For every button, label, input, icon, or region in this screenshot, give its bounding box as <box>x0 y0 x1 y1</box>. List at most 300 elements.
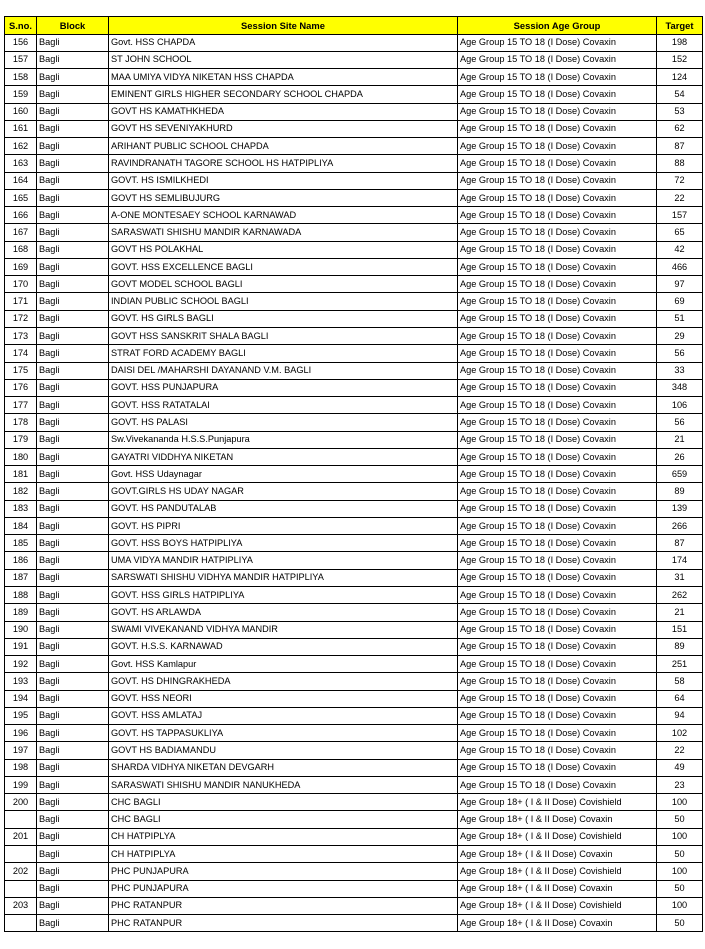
table-row <box>5 517 703 534</box>
cell-target: 50 <box>657 811 703 828</box>
cell-block: Bagli <box>37 621 109 638</box>
table-row <box>5 310 703 327</box>
table-row <box>5 431 703 448</box>
cell-block: Bagli <box>37 414 109 431</box>
cell-sno: 183 <box>5 500 37 517</box>
cell-session-site: PHC RATANPUR <box>109 915 458 932</box>
cell-sno: 177 <box>5 397 37 414</box>
cell-sno: 180 <box>5 448 37 465</box>
table-row <box>5 673 703 690</box>
cell-block: Bagli <box>37 431 109 448</box>
cell-sno: 160 <box>5 103 37 120</box>
cell-sno: 190 <box>5 621 37 638</box>
cell-block: Bagli <box>37 466 109 483</box>
cell-target: 87 <box>657 138 703 155</box>
cell-session-site: CH HATPIPLYA <box>109 845 458 862</box>
cell-block: Bagli <box>37 276 109 293</box>
cell-age-group: Age Group 15 TO 18 (I Dose) Covaxin <box>458 587 657 604</box>
cell-target: 266 <box>657 517 703 534</box>
table-row <box>5 500 703 517</box>
cell-age-group: Age Group 15 TO 18 (I Dose) Covaxin <box>458 34 657 51</box>
cell-sno: 168 <box>5 241 37 258</box>
cell-age-group: Age Group 15 TO 18 (I Dose) Covaxin <box>458 552 657 569</box>
table-row <box>5 569 703 586</box>
table-row <box>5 604 703 621</box>
table-row <box>5 224 703 241</box>
cell-block: Bagli <box>37 103 109 120</box>
cell-session-site: GAYATRI VIDDHYA NIKETAN <box>109 448 458 465</box>
table-row <box>5 345 703 362</box>
cell-session-site: CH HATPIPLYA <box>109 828 458 845</box>
table-row <box>5 414 703 431</box>
cell-session-site: GOVT HSS SANSKRIT SHALA BAGLI <box>109 328 458 345</box>
cell-block: Bagli <box>37 34 109 51</box>
table-row <box>5 845 703 862</box>
cell-session-site: ST JOHN SCHOOL <box>109 51 458 68</box>
cell-sno: 164 <box>5 172 37 189</box>
cell-session-site: GOVT. HS GIRLS BAGLI <box>109 310 458 327</box>
table-row <box>5 656 703 673</box>
cell-session-site: GOVT. HS PALASI <box>109 414 458 431</box>
cell-target: 53 <box>657 103 703 120</box>
cell-session-site: GOVT. HS PANDUTALAB <box>109 500 458 517</box>
cell-target: 50 <box>657 915 703 932</box>
table-row <box>5 483 703 500</box>
cell-block: Bagli <box>37 517 109 534</box>
table-row <box>5 51 703 68</box>
cell-session-site: PHC PUNJAPURA <box>109 863 458 880</box>
cell-age-group: Age Group 15 TO 18 (I Dose) Covaxin <box>458 604 657 621</box>
cell-session-site: GOVT. HSS GIRLS HATPIPLIYA <box>109 587 458 604</box>
cell-session-site: GOVT HS KAMATHKHEDA <box>109 103 458 120</box>
cell-sno: 176 <box>5 379 37 396</box>
cell-target: 102 <box>657 725 703 742</box>
cell-age-group: Age Group 15 TO 18 (I Dose) Covaxin <box>458 69 657 86</box>
cell-age-group: Age Group 18+ ( I & II Dose) Covaxin <box>458 880 657 897</box>
cell-session-site: GOVT. HSS NEORI <box>109 690 458 707</box>
cell-block: Bagli <box>37 794 109 811</box>
table-row <box>5 155 703 172</box>
cell-age-group: Age Group 15 TO 18 (I Dose) Covaxin <box>458 241 657 258</box>
cell-target: 89 <box>657 483 703 500</box>
table-row <box>5 293 703 310</box>
cell-age-group: Age Group 15 TO 18 (I Dose) Covaxin <box>458 397 657 414</box>
cell-target: 100 <box>657 828 703 845</box>
cell-block: Bagli <box>37 845 109 862</box>
cell-block: Bagli <box>37 345 109 362</box>
table-row <box>5 258 703 275</box>
cell-session-site: GOVT. HSS PUNJAPURA <box>109 379 458 396</box>
cell-sno: 193 <box>5 673 37 690</box>
cell-target: 49 <box>657 759 703 776</box>
table-row <box>5 776 703 793</box>
cell-target: 26 <box>657 448 703 465</box>
table-row <box>5 742 703 759</box>
cell-session-site: INDIAN PUBLIC SCHOOL BAGLI <box>109 293 458 310</box>
cell-target: 659 <box>657 466 703 483</box>
table-row <box>5 69 703 86</box>
cell-target: 58 <box>657 673 703 690</box>
cell-sno: 173 <box>5 328 37 345</box>
cell-age-group: Age Group 15 TO 18 (I Dose) Covaxin <box>458 569 657 586</box>
cell-session-site: SARASWATI SHISHU MANDIR NANUKHEDA <box>109 776 458 793</box>
cell-session-site: Govt. HSS Udaynagar <box>109 466 458 483</box>
cell-session-site: SWAMI VIVEKANAND VIDHYA MANDIR <box>109 621 458 638</box>
cell-block: Bagli <box>37 362 109 379</box>
cell-target: 89 <box>657 638 703 655</box>
cell-session-site: SHARDA VIDHYA NIKETAN DEVGARH <box>109 759 458 776</box>
cell-sno: 181 <box>5 466 37 483</box>
cell-target: 198 <box>657 34 703 51</box>
cell-sno: 169 <box>5 258 37 275</box>
table-row <box>5 638 703 655</box>
cell-block: Bagli <box>37 397 109 414</box>
cell-target: 22 <box>657 189 703 206</box>
cell-age-group: Age Group 18+ ( I & II Dose) Covaxin <box>458 845 657 862</box>
cell-session-site: GOVT. HS DHINGRAKHEDA <box>109 673 458 690</box>
header-session-age-group: Session Age Group <box>458 17 657 35</box>
cell-sno: 167 <box>5 224 37 241</box>
cell-session-site: GOVT. H.S.S. KARNAWAD <box>109 638 458 655</box>
cell-age-group: Age Group 15 TO 18 (I Dose) Covaxin <box>458 362 657 379</box>
cell-session-site: CHC BAGLI <box>109 794 458 811</box>
cell-sno: 170 <box>5 276 37 293</box>
cell-block: Bagli <box>37 776 109 793</box>
cell-target: 124 <box>657 69 703 86</box>
cell-sno: 166 <box>5 207 37 224</box>
table-row <box>5 241 703 258</box>
cell-target: 100 <box>657 897 703 914</box>
cell-session-site: GOVT. HS ISMILKHEDI <box>109 172 458 189</box>
cell-block: Bagli <box>37 293 109 310</box>
cell-target: 262 <box>657 587 703 604</box>
cell-target: 69 <box>657 293 703 310</box>
cell-session-site: CHC BAGLI <box>109 811 458 828</box>
cell-block: Bagli <box>37 155 109 172</box>
table-row <box>5 587 703 604</box>
cell-session-site: GOVT HS POLAKHAL <box>109 241 458 258</box>
cell-age-group: Age Group 15 TO 18 (I Dose) Covaxin <box>458 759 657 776</box>
cell-target: 23 <box>657 776 703 793</box>
cell-sno: 199 <box>5 776 37 793</box>
cell-block: Bagli <box>37 811 109 828</box>
cell-age-group: Age Group 15 TO 18 (I Dose) Covaxin <box>458 276 657 293</box>
cell-block: Bagli <box>37 863 109 880</box>
cell-sno <box>5 880 37 897</box>
cell-sno: 197 <box>5 742 37 759</box>
cell-target: 94 <box>657 707 703 724</box>
cell-target: 22 <box>657 742 703 759</box>
cell-age-group: Age Group 15 TO 18 (I Dose) Covaxin <box>458 328 657 345</box>
cell-age-group: Age Group 15 TO 18 (I Dose) Covaxin <box>458 656 657 673</box>
table-row <box>5 828 703 845</box>
cell-target: 65 <box>657 224 703 241</box>
cell-block: Bagli <box>37 880 109 897</box>
cell-sno: 178 <box>5 414 37 431</box>
cell-target: 62 <box>657 120 703 137</box>
cell-age-group: Age Group 15 TO 18 (I Dose) Covaxin <box>458 535 657 552</box>
table-row <box>5 397 703 414</box>
cell-block: Bagli <box>37 725 109 742</box>
cell-block: Bagli <box>37 587 109 604</box>
cell-age-group: Age Group 15 TO 18 (I Dose) Covaxin <box>458 500 657 517</box>
cell-session-site: MAA UMIYA VIDYA NIKETAN HSS CHAPDA <box>109 69 458 86</box>
table-row <box>5 172 703 189</box>
cell-session-site: SARSWATI SHISHU VIDHYA MANDIR HATPIPLIYA <box>109 569 458 586</box>
table-row <box>5 120 703 137</box>
table-row <box>5 552 703 569</box>
cell-age-group: Age Group 15 TO 18 (I Dose) Covaxin <box>458 86 657 103</box>
cell-age-group: Age Group 15 TO 18 (I Dose) Covaxin <box>458 293 657 310</box>
cell-target: 466 <box>657 258 703 275</box>
cell-block: Bagli <box>37 742 109 759</box>
cell-session-site: DAISI DEL /MAHARSHI DAYANAND V.M. BAGLI <box>109 362 458 379</box>
cell-block: Bagli <box>37 552 109 569</box>
cell-block: Bagli <box>37 604 109 621</box>
cell-target: 157 <box>657 207 703 224</box>
cell-target: 42 <box>657 241 703 258</box>
cell-target: 348 <box>657 379 703 396</box>
cell-target: 50 <box>657 880 703 897</box>
table-row <box>5 621 703 638</box>
cell-block: Bagli <box>37 828 109 845</box>
table-row <box>5 448 703 465</box>
cell-target: 87 <box>657 535 703 552</box>
table-row <box>5 707 703 724</box>
cell-block: Bagli <box>37 189 109 206</box>
cell-age-group: Age Group 15 TO 18 (I Dose) Covaxin <box>458 155 657 172</box>
cell-session-site: Govt. HSS Kamlapur <box>109 656 458 673</box>
cell-target: 51 <box>657 310 703 327</box>
cell-sno: 172 <box>5 310 37 327</box>
cell-block: Bagli <box>37 638 109 655</box>
cell-age-group: Age Group 15 TO 18 (I Dose) Covaxin <box>458 258 657 275</box>
cell-target: 54 <box>657 86 703 103</box>
cell-age-group: Age Group 15 TO 18 (I Dose) Covaxin <box>458 345 657 362</box>
cell-block: Bagli <box>37 138 109 155</box>
cell-age-group: Age Group 15 TO 18 (I Dose) Covaxin <box>458 138 657 155</box>
cell-sno: 200 <box>5 794 37 811</box>
cell-sno: 156 <box>5 34 37 51</box>
cell-age-group: Age Group 15 TO 18 (I Dose) Covaxin <box>458 310 657 327</box>
cell-age-group: Age Group 15 TO 18 (I Dose) Covaxin <box>458 517 657 534</box>
table-row <box>5 103 703 120</box>
cell-block: Bagli <box>37 51 109 68</box>
cell-target: 31 <box>657 569 703 586</box>
cell-target: 21 <box>657 604 703 621</box>
cell-target: 29 <box>657 328 703 345</box>
table-row <box>5 379 703 396</box>
table-row <box>5 880 703 897</box>
cell-age-group: Age Group 15 TO 18 (I Dose) Covaxin <box>458 638 657 655</box>
cell-age-group: Age Group 18+ ( I & II Dose) Covishield <box>458 794 657 811</box>
cell-age-group: Age Group 15 TO 18 (I Dose) Covaxin <box>458 466 657 483</box>
cell-block: Bagli <box>37 69 109 86</box>
cell-block: Bagli <box>37 569 109 586</box>
cell-sno: 203 <box>5 897 37 914</box>
cell-session-site: GOVT MODEL SCHOOL BAGLI <box>109 276 458 293</box>
cell-target: 33 <box>657 362 703 379</box>
cell-sno: 174 <box>5 345 37 362</box>
table-row <box>5 794 703 811</box>
cell-block: Bagli <box>37 241 109 258</box>
cell-block: Bagli <box>37 656 109 673</box>
cell-age-group: Age Group 15 TO 18 (I Dose) Covaxin <box>458 742 657 759</box>
cell-age-group: Age Group 18+ ( I & II Dose) Covaxin <box>458 811 657 828</box>
table-row <box>5 863 703 880</box>
cell-target: 174 <box>657 552 703 569</box>
table-row <box>5 759 703 776</box>
cell-age-group: Age Group 15 TO 18 (I Dose) Covaxin <box>458 431 657 448</box>
cell-block: Bagli <box>37 86 109 103</box>
cell-sno: 175 <box>5 362 37 379</box>
table-row <box>5 811 703 828</box>
cell-age-group: Age Group 15 TO 18 (I Dose) Covaxin <box>458 483 657 500</box>
cell-target: 64 <box>657 690 703 707</box>
cell-age-group: Age Group 15 TO 18 (I Dose) Covaxin <box>458 414 657 431</box>
cell-sno: 157 <box>5 51 37 68</box>
cell-session-site: GOVT.GIRLS HS UDAY NAGAR <box>109 483 458 500</box>
cell-target: 56 <box>657 345 703 362</box>
cell-block: Bagli <box>37 673 109 690</box>
cell-session-site: GOVT. HS ARLAWDA <box>109 604 458 621</box>
cell-sno: 185 <box>5 535 37 552</box>
cell-sno: 198 <box>5 759 37 776</box>
table-row <box>5 362 703 379</box>
cell-sno: 158 <box>5 69 37 86</box>
cell-sno: 163 <box>5 155 37 172</box>
cell-sno <box>5 845 37 862</box>
cell-block: Bagli <box>37 535 109 552</box>
cell-age-group: Age Group 18+ ( I & II Dose) Covishield <box>458 897 657 914</box>
cell-session-site: EMINENT GIRLS HIGHER SECONDARY SCHOOL CHAPDA <box>109 86 458 103</box>
cell-block: Bagli <box>37 224 109 241</box>
cell-sno: 184 <box>5 517 37 534</box>
cell-block: Bagli <box>37 915 109 932</box>
cell-sno: 186 <box>5 552 37 569</box>
cell-sno: 159 <box>5 86 37 103</box>
table-row <box>5 466 703 483</box>
cell-session-site: Govt. HSS CHAPDA <box>109 34 458 51</box>
cell-sno: 161 <box>5 120 37 137</box>
cell-sno: 188 <box>5 587 37 604</box>
cell-block: Bagli <box>37 707 109 724</box>
cell-sno: 195 <box>5 707 37 724</box>
cell-target: 21 <box>657 431 703 448</box>
cell-session-site: GOVT HS BADIAMANDU <box>109 742 458 759</box>
session-sites-table <box>4 16 703 932</box>
cell-sno: 165 <box>5 189 37 206</box>
cell-target: 50 <box>657 845 703 862</box>
table-row <box>5 328 703 345</box>
header-target: Target <box>657 17 703 35</box>
cell-age-group: Age Group 15 TO 18 (I Dose) Covaxin <box>458 673 657 690</box>
cell-block: Bagli <box>37 690 109 707</box>
table-row <box>5 725 703 742</box>
cell-target: 106 <box>657 397 703 414</box>
cell-session-site: PHC PUNJAPURA <box>109 880 458 897</box>
cell-age-group: Age Group 18+ ( I & II Dose) Covishield <box>458 828 657 845</box>
cell-age-group: Age Group 15 TO 18 (I Dose) Covaxin <box>458 379 657 396</box>
cell-target: 56 <box>657 414 703 431</box>
cell-age-group: Age Group 15 TO 18 (I Dose) Covaxin <box>458 690 657 707</box>
cell-session-site: A-ONE MONTESAEY SCHOOL KARNAWAD <box>109 207 458 224</box>
cell-age-group: Age Group 15 TO 18 (I Dose) Covaxin <box>458 224 657 241</box>
cell-age-group: Age Group 15 TO 18 (I Dose) Covaxin <box>458 51 657 68</box>
cell-session-site: GOVT HS SEMLIBUJURG <box>109 189 458 206</box>
cell-age-group: Age Group 15 TO 18 (I Dose) Covaxin <box>458 707 657 724</box>
cell-session-site: GOVT. HSS EXCELLENCE BAGLI <box>109 258 458 275</box>
header-sno: S.no. <box>5 17 37 35</box>
header-session-site-name: Session Site Name <box>109 17 458 35</box>
cell-age-group: Age Group 15 TO 18 (I Dose) Covaxin <box>458 725 657 742</box>
cell-sno: 189 <box>5 604 37 621</box>
cell-block: Bagli <box>37 328 109 345</box>
cell-block: Bagli <box>37 759 109 776</box>
cell-age-group: Age Group 15 TO 18 (I Dose) Covaxin <box>458 448 657 465</box>
table-row <box>5 207 703 224</box>
cell-session-site: SARASWATI SHISHU MANDIR KARNAWADA <box>109 224 458 241</box>
cell-session-site: GOVT. HS PIPRI <box>109 517 458 534</box>
cell-age-group: Age Group 18+ ( I & II Dose) Covishield <box>458 863 657 880</box>
cell-block: Bagli <box>37 448 109 465</box>
cell-sno <box>5 811 37 828</box>
cell-block: Bagli <box>37 897 109 914</box>
cell-target: 100 <box>657 863 703 880</box>
cell-session-site: GOVT. HSS AMLATAJ <box>109 707 458 724</box>
cell-block: Bagli <box>37 207 109 224</box>
table-row <box>5 138 703 155</box>
cell-target: 151 <box>657 621 703 638</box>
cell-sno: 187 <box>5 569 37 586</box>
cell-age-group: Age Group 15 TO 18 (I Dose) Covaxin <box>458 172 657 189</box>
cell-sno: 191 <box>5 638 37 655</box>
cell-age-group: Age Group 15 TO 18 (I Dose) Covaxin <box>458 621 657 638</box>
cell-sno: 182 <box>5 483 37 500</box>
table-row <box>5 189 703 206</box>
cell-target: 88 <box>657 155 703 172</box>
cell-session-site: RAVINDRANATH TAGORE SCHOOL HS HATPIPLIYA <box>109 155 458 172</box>
cell-age-group: Age Group 18+ ( I & II Dose) Covaxin <box>458 915 657 932</box>
cell-block: Bagli <box>37 172 109 189</box>
cell-sno: 192 <box>5 656 37 673</box>
header-block: Block <box>37 17 109 35</box>
cell-session-site: UMA VIDYA MANDIR HATPIPLIYA <box>109 552 458 569</box>
cell-age-group: Age Group 15 TO 18 (I Dose) Covaxin <box>458 103 657 120</box>
cell-sno: 194 <box>5 690 37 707</box>
table-row <box>5 276 703 293</box>
cell-session-site: PHC RATANPUR <box>109 897 458 914</box>
cell-session-site: GOVT. HS TAPPASUKLIYA <box>109 725 458 742</box>
table-row <box>5 535 703 552</box>
cell-target: 139 <box>657 500 703 517</box>
cell-session-site: GOVT. HSS BOYS HATPIPLIYA <box>109 535 458 552</box>
cell-block: Bagli <box>37 483 109 500</box>
cell-sno <box>5 915 37 932</box>
cell-block: Bagli <box>37 310 109 327</box>
cell-age-group: Age Group 15 TO 18 (I Dose) Covaxin <box>458 120 657 137</box>
table-row <box>5 86 703 103</box>
cell-session-site: ARIHANT PUBLIC SCHOOL CHAPDA <box>109 138 458 155</box>
cell-age-group: Age Group 15 TO 18 (I Dose) Covaxin <box>458 776 657 793</box>
cell-block: Bagli <box>37 120 109 137</box>
cell-sno: 202 <box>5 863 37 880</box>
cell-target: 152 <box>657 51 703 68</box>
cell-sno: 162 <box>5 138 37 155</box>
header-row <box>5 17 703 35</box>
cell-sno: 171 <box>5 293 37 310</box>
cell-age-group: Age Group 15 TO 18 (I Dose) Covaxin <box>458 189 657 206</box>
